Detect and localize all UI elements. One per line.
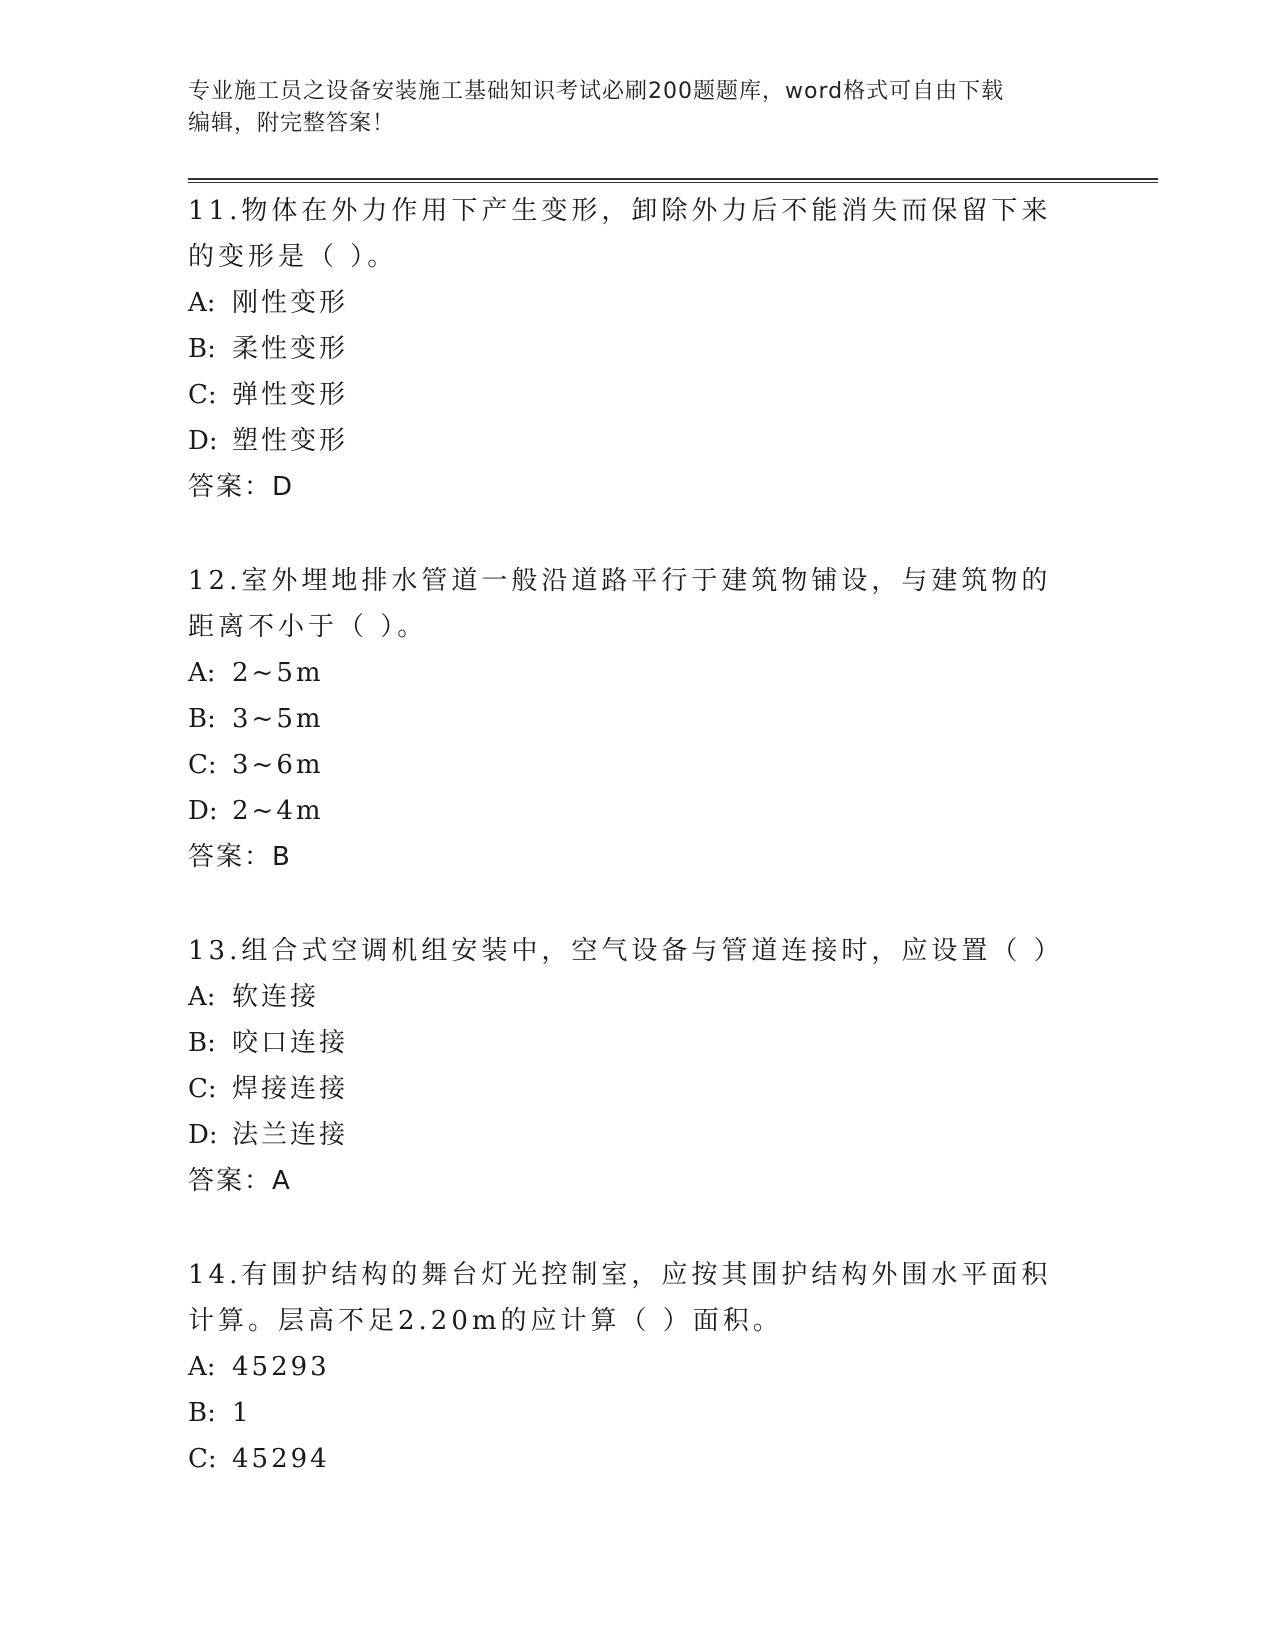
answer-line: 答案：B [188, 842, 292, 872]
option-letter: A: [188, 1352, 216, 1382]
option-letter: A: [188, 288, 216, 318]
option-letter: B: [188, 704, 216, 734]
option-text: 45293 [232, 1352, 330, 1382]
option-text: 软连接 [232, 982, 320, 1012]
option-text: 法兰连接 [232, 1120, 349, 1150]
option-letter: C: [188, 750, 217, 780]
option-text: 咬口连接 [232, 1028, 349, 1058]
option-b [188, 1390, 1068, 1436]
header-divider [188, 178, 1158, 183]
option-text: 弹性变形 [232, 380, 349, 410]
option-text: 3~5m [232, 704, 324, 734]
option-letter: A: [188, 658, 216, 688]
option-c [188, 1066, 1068, 1112]
option-d [188, 418, 1068, 464]
option-text: 2~4m [232, 796, 324, 826]
option-letter: B: [188, 1398, 216, 1428]
document-header [188, 76, 1068, 140]
option-letter: D: [188, 796, 218, 826]
option-a [188, 974, 1068, 1020]
option-c [188, 1436, 1068, 1482]
option-a [188, 1344, 1068, 1390]
answer-line: 答案：A [188, 1166, 292, 1196]
option-text: 焊接连接 [232, 1074, 349, 1104]
option-a [188, 650, 1068, 696]
option-c [188, 742, 1068, 788]
option-a [188, 280, 1068, 326]
header-title-line-2: 编辑，附完整答案！ [188, 111, 396, 136]
option-letter: B: [188, 334, 216, 364]
option-d [188, 1112, 1068, 1158]
option-text: 1 [232, 1398, 252, 1428]
option-b [188, 1020, 1068, 1066]
header-title-line-1: 专业施工员之设备安装施工基础知识考试必刷200题题库，word格式可自由下载 [188, 79, 1005, 104]
answer-line: 答案：D [188, 472, 295, 502]
question-stem: 11.物体在外力作用下产生变形，卸除外力后不能消失而保留下来的变形是（ ）。 [188, 196, 1052, 272]
question-13 [188, 928, 1068, 1204]
option-letter: C: [188, 1444, 217, 1474]
option-text: 刚性变形 [232, 288, 349, 318]
question-11 [188, 188, 1068, 510]
question-stem: 14.有围护结构的舞台灯光控制室，应按其围护结构外围水平面积计算。层高不足2.20m的应计算（ ）面积。 [188, 1260, 1052, 1336]
question-14 [188, 1252, 1068, 1482]
option-letter: A: [188, 982, 216, 1012]
option-b [188, 326, 1068, 372]
option-letter: D: [188, 426, 218, 456]
option-d [188, 788, 1068, 834]
option-letter: B: [188, 1028, 216, 1058]
option-b [188, 696, 1068, 742]
option-c [188, 372, 1068, 418]
option-letter: C: [188, 1074, 217, 1104]
question-12 [188, 558, 1068, 880]
option-text: 3~6m [232, 750, 324, 780]
option-text: 45294 [232, 1444, 330, 1474]
question-list [188, 188, 1068, 1530]
option-text: 柔性变形 [232, 334, 349, 364]
option-text: 2~5m [232, 658, 324, 688]
option-letter: C: [188, 380, 217, 410]
question-stem: 13.组合式空调机组安装中，空气设备与管道连接时，应设置（ ） [188, 936, 1064, 966]
option-letter: D: [188, 1120, 218, 1150]
question-stem: 12.室外埋地排水管道一般沿道路平行于建筑物铺设，与建筑物的距离不小于（ ）。 [188, 566, 1052, 642]
option-text: 塑性变形 [232, 426, 349, 456]
